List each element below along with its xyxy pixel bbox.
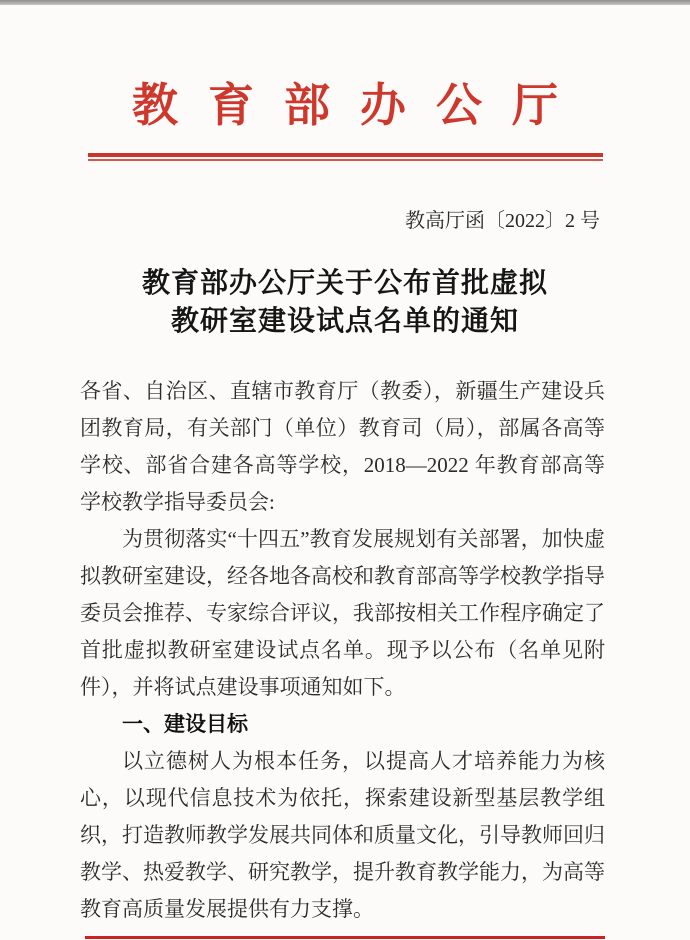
- scan-edge-artifact: [0, 0, 690, 5]
- letterhead-divider-rule: [88, 153, 603, 161]
- document-body: [80, 373, 605, 928]
- recipients-paragraph: 各省、自治区、直辖市教育厅（教委），新疆生产建设兵团教育局，有关部门（单位）教育司（局），部属各高等学校、部省合建各高等学校，2018—2022 年教育部高等学校教学指导委员会:: [80, 378, 605, 514]
- notice-title-line-2: 教研室建设试点名单的通知: [170, 305, 519, 337]
- notice-title: [0, 265, 690, 341]
- page-footer-rule: [85, 936, 605, 940]
- document-number: 教高厅函〔2022〕2 号: [405, 209, 600, 232]
- letterhead-title: 教育部办公厅: [132, 80, 588, 131]
- intro-paragraph: 为贯彻落实“十四五”教育发展规划有关部署，加快虚拟教研室建设，经各地各高校和教育部高等学校教学指导委员会推荐、专家综合评议，我部按相关工作程序确定了首批虚拟教研室建设试点名单。现予以公布（名单见附件），并将试点建设事项通知如下。: [80, 526, 605, 699]
- notice-title-line-1: 教育部办公厅关于公布首批虚拟: [141, 267, 548, 299]
- section-1-paragraph: 以立德树人为根本任务，以提高人才培养能力为核心，以现代信息技术为依托，探索建设新型基层教学组织，打造教师教学发展共同体和质量文化，引导教师回归教学、热爱教学、研究教学，提升教育教学能力，为高等教育高质量发展提供有力支撑。: [80, 748, 605, 921]
- section-1-heading: 一、建设目标: [122, 711, 248, 736]
